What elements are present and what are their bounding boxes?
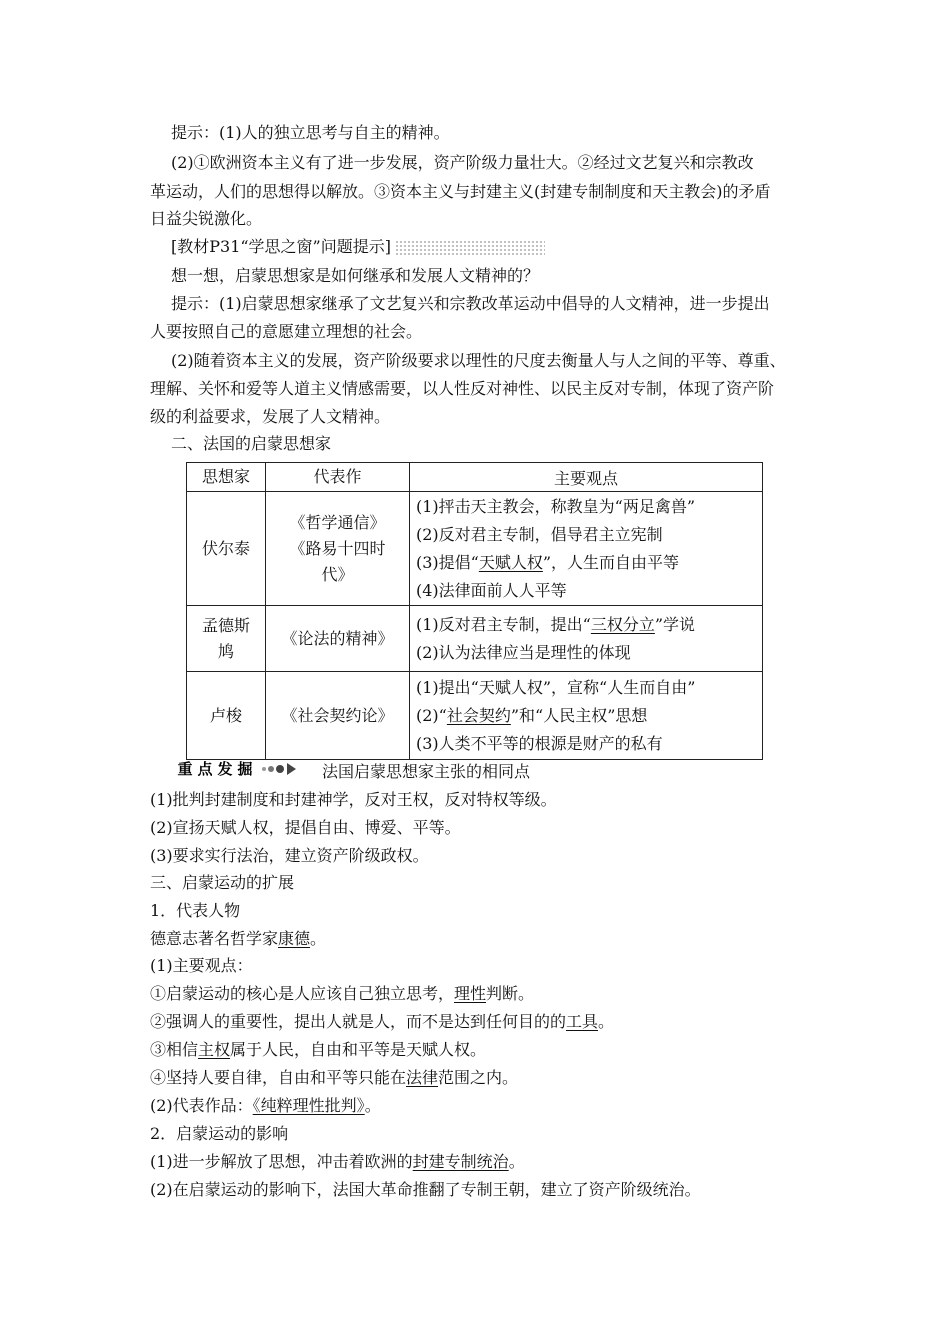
keyword: 康德: [278, 929, 311, 948]
table-header: 主要观点: [410, 463, 763, 492]
work-title: 《论法的精神》: [281, 628, 394, 648]
thinkers-table: [186, 462, 763, 760]
answer-line: 级的利益要求，发展了人文精神。: [150, 407, 391, 426]
keyword: 《纯粹理性批判》: [252, 1096, 365, 1115]
textbook-tag: [教材P31“学思之窗”问题提示]: [171, 237, 391, 256]
works-cell: [266, 672, 410, 760]
view-item: (2)反对君主专制，倡导君主立宪制: [416, 524, 663, 544]
answer-line: 理解、关怀和爱等人道主义情感需要，以人性反对神性、以民主反对专制，体现了资产阶: [150, 379, 775, 398]
focus-badge: 重 点 发 掘: [176, 760, 298, 778]
thinker-name: 孟德斯 鸠: [187, 606, 266, 672]
views-title: (1)主要观点：: [150, 956, 253, 975]
answer-line: 提示：(1)启蒙思想家继承了文艺复兴和宗教改革运动中倡导的人文精神，进一步提出: [171, 294, 770, 313]
works-line: (2)代表作品：《纯粹理性批判》。: [150, 1096, 381, 1115]
kant-line: 德意志著名哲学家康德。: [150, 929, 327, 948]
view-item: (2)认为法律应当是理性的体现: [416, 642, 631, 662]
table-header-row: [187, 463, 763, 492]
table-header: 思想家: [187, 463, 266, 492]
focus-item: (1)批判封建制度和封建神学，反对王权，反对特权等级。: [150, 790, 557, 809]
keyword: 社会契约: [446, 705, 511, 725]
view-item: (1)抨击天主教会，称教皇为“两足禽兽”: [416, 496, 696, 516]
view-item: (2)“社会契约”和“人民主权”思想: [416, 705, 648, 725]
hint-line: (2)①欧洲资本主义有了进一步发展，资产阶级力量壮大。②经过文艺复兴和宗教改: [171, 153, 754, 172]
work-title: 《哲学通信》: [289, 512, 386, 532]
view-line: ③相信主权属于人民，自由和平等是天赋人权。: [150, 1040, 487, 1059]
impact-line: (2)在启蒙运动的影响下，法国大革命推翻了专制王朝，建立了资产阶级统治。: [150, 1180, 701, 1199]
answer-line: (2)随着资本主义的发展，资产阶级要求以理性的尺度去衡量人与人之间的平等、尊重、: [171, 351, 786, 370]
keyword: 天赋人权: [478, 552, 543, 572]
section-title: 二、法国的启蒙思想家: [171, 434, 332, 453]
focus-item: (2)宣扬天赋人权，提倡自由、博爱、平等。: [150, 818, 461, 837]
work-title: 《社会契约论》: [281, 705, 394, 725]
dotted-decoration: [395, 240, 545, 256]
keyword: 理性: [454, 984, 487, 1003]
hint-line: 提示：(1)人的独立思考与自主的精神。: [171, 123, 450, 142]
views-cell: [410, 606, 763, 672]
table-row: [187, 606, 763, 672]
thinker-name: 伏尔泰: [187, 492, 266, 606]
view-item: (4)法律面前人人平等: [416, 580, 567, 600]
view-item: (1)提出“天赋人权”，宣称“人生而自由”: [416, 677, 696, 697]
keyword: 封建专制统治: [412, 1152, 509, 1171]
table-header: 代表作: [266, 463, 410, 492]
work-title: 代》: [321, 564, 354, 584]
keyword: 法律: [406, 1068, 439, 1087]
table-row: [187, 492, 763, 606]
view-line: ②强调人的重要性，提出人就是人，而不是达到任何目的的工具。: [150, 1012, 615, 1031]
views-cell: [410, 492, 763, 606]
table-row: [187, 672, 763, 760]
section-title: 三、启蒙运动的扩展: [150, 873, 295, 892]
keyword: 三权分立: [590, 614, 655, 634]
work-title: 《路易十四时: [289, 538, 386, 558]
answer-line: 人要按照自己的意愿建立理想的社会。: [150, 322, 423, 341]
subsection-title: 1．代表人物: [150, 901, 241, 920]
question: 想一想，启蒙思想家是如何继承和发展人文精神的？: [171, 266, 540, 285]
view-line: ①启蒙运动的核心是人应该自己独立思考，理性判断。: [150, 984, 535, 1003]
keyword: 工具: [566, 1012, 599, 1031]
view-item: (1)反对君主专制，提出“三权分立”学说: [416, 614, 696, 634]
focus-item: (3)要求实行法治，建立资产阶级政权。: [150, 846, 429, 865]
hint-line: 革运动，人们的思想得以解放。③资本主义与封建主义(封建专制制度和天主教会)的矛盾: [150, 182, 771, 201]
works-cell: [266, 606, 410, 672]
arrow-dots-icon: [260, 761, 298, 777]
keyword: 主权: [198, 1040, 231, 1059]
view-line: ④坚持人要自律，自由和平等只能在法律范围之内。: [150, 1068, 519, 1087]
subsection-title: 2．启蒙运动的影响: [150, 1124, 289, 1143]
views-cell: [410, 672, 763, 760]
textbook-tag-row: [171, 237, 545, 257]
view-item: (3)人类不平等的根源是财产的私有: [416, 733, 663, 753]
view-item: (3)提倡“天赋人权”，人生而自由平等: [416, 552, 680, 572]
hint-line: 日益尖锐激化。: [150, 209, 263, 228]
focus-title: 法国启蒙思想家主张的相同点: [322, 762, 531, 781]
thinker-name: 卢梭: [187, 672, 266, 760]
impact-line: (1)进一步解放了思想，冲击着欧洲的封建专制统治。: [150, 1152, 525, 1171]
works-cell: [266, 492, 410, 606]
